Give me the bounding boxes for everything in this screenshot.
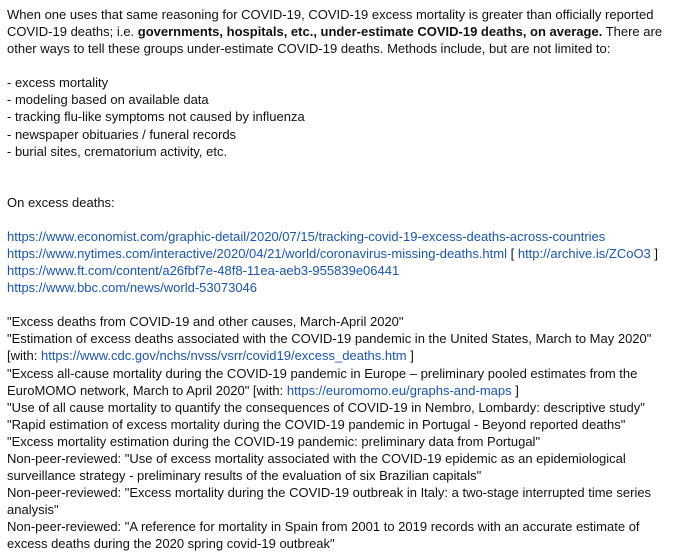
intro-text: When one uses that same reasoning for COVID-19, COVID-19 excess mortality is greater than officially reported COVID-19 deaths; i.e. [7,7,654,40]
reference-item: "Excess deaths from COVID-19 and other causes, March-April 2020" [7,314,404,330]
reference-item: Non-peer-reviewed: "Use of excess mortality associated with the COVID-19 epidemic as an epidemiological surveillance strategy - preliminary results of the evaluation of six Brazilian capitals" [7,450,626,484]
intro-bold-claim: governments, hospitals, etc., under-estimate COVID-19 deaths, on average. [137,24,603,40]
ft-link[interactable]: https://www.ft.com/content/a26fbf7e-48f8-11ea-aeb3-955839e06441 [7,263,400,279]
nytimes-link[interactable]: https://www.nytimes.com/interactive/2020/04/21/world/coronavirus-missing-deaths.html [7,245,507,261]
intro-paragraph [7,6,675,57]
list-item: - newspaper obituaries / funeral records [7,126,237,142]
reference-item: "Excess mortality estimation during the COVID-19 pandemic: preliminary data from Portugal" [7,433,541,449]
bbc-link[interactable]: https://www.bbc.com/news/world-53073046 [7,280,258,296]
references-list [7,313,675,552]
reference-text: "Estimation of excess deaths associated with the COVID-19 pandemic in the United States, March to May 2020" [with: [7,331,652,364]
bracket-text: ] [406,348,414,364]
archive-link[interactable]: http://archive.is/ZCoO3 [517,245,651,261]
reference-item: Non-peer-reviewed: "Excess mortality during the COVID-19 outbreak in Italy: a two-stage interrupted time series analysis" [7,485,652,518]
news-links [7,228,675,296]
link-line [7,262,675,279]
bracket-text: [ [507,245,518,261]
reference-item: "Use of all cause mortality to quantify the consequences of COVID-19 in Nembro, Lombardy: descriptive study" [7,399,645,415]
document-body [7,6,675,553]
reference-item [7,365,675,399]
intro-text-continued: There are other ways to tell these groups under-estimate COVID-19 deaths. Methods include, but are not limited to: [7,24,663,57]
link-line [7,279,675,296]
excess-deaths-heading: On excess deaths: [7,194,115,210]
list-item: - burial sites, crematorium activity, etc. [7,143,228,159]
link-line [7,245,675,262]
reference-item [7,330,675,364]
spacer [7,296,675,313]
list-item: - excess mortality [7,75,109,91]
euromomo-link[interactable]: https://euromomo.eu/graphs-and-maps [286,382,512,398]
economist-link[interactable]: https://www.economist.com/graphic-detail/2020/07/15/tracking-covid-19-excess-deaths-across-countries [7,228,606,244]
bracket-text: ] [650,245,659,261]
reference-text: "Excess all-cause mortality during the COVID-19 pandemic in Europe – preliminary pooled estimates from the EuroMOMO network, March to April 2020" [with: [7,365,638,398]
spacer [7,160,675,194]
methods-list [7,74,675,159]
bracket-text: ] [511,382,519,398]
list-item: - modeling based on available data [7,92,209,108]
list-item: - tracking flu-like symptoms not caused by influenza [7,109,305,125]
spacer [7,57,675,74]
cdc-link[interactable]: https://www.cdc.gov/nchs/nvss/vsrr/covid19/excess_deaths.htm [40,348,407,364]
spacer [7,211,675,228]
reference-item: Non-peer-reviewed: "A reference for mortality in Spain from 2001 to 2019 records with an accurate estimate of excess deaths during the 2020 spring covid-19 outbreak" [7,519,640,552]
reference-item: "Rapid estimation of excess mortality during the COVID-19 pandemic in Portugal - Beyond reported deaths" [7,416,626,432]
link-line [7,228,675,245]
